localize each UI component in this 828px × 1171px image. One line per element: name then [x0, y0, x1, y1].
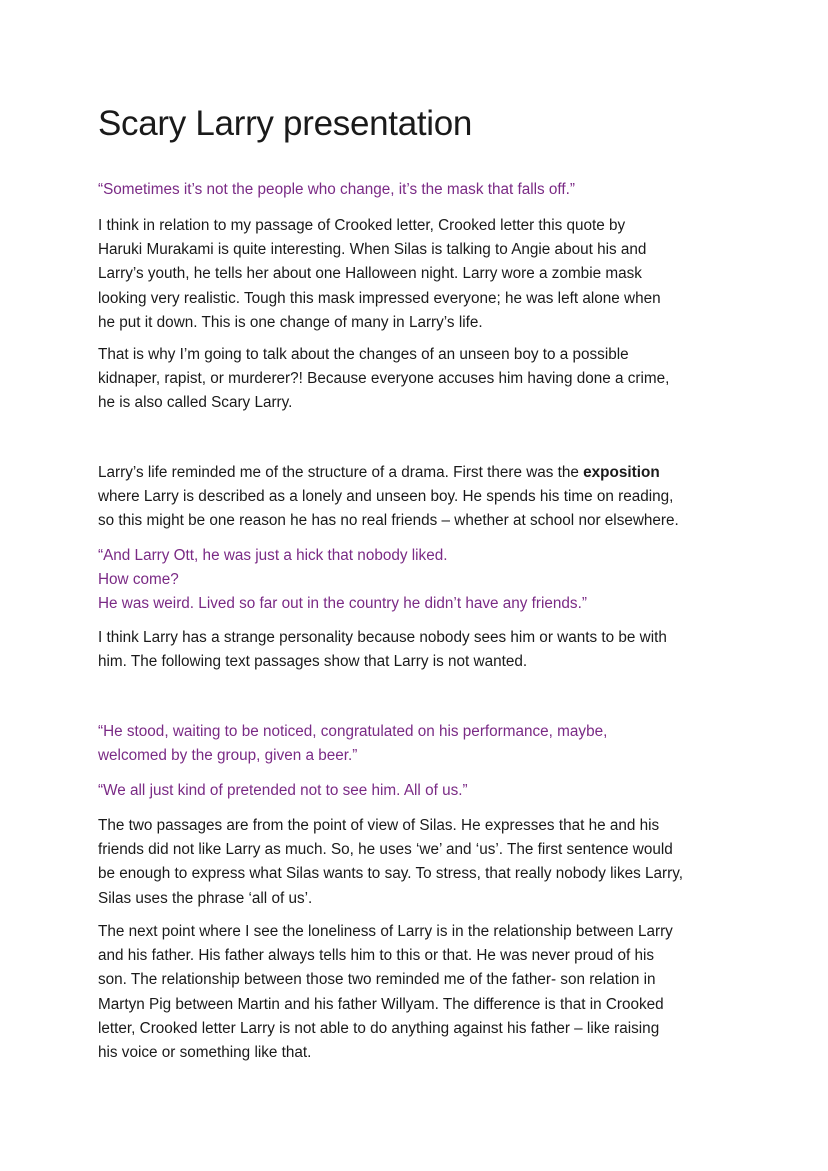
paragraph-topic: [98, 343, 738, 416]
text-line: The next point where I see the loneliness of Larry is in the relationship between Larry: [98, 923, 673, 940]
text-line: Haruki Murakami is quite interesting. When Silas is talking to Angie about his and: [98, 241, 647, 259]
text-line: friends did not like Larry as much. So, he uses ‘we’ and ‘us’. The first sentence would: [98, 841, 673, 859]
quote-hick: [98, 544, 738, 617]
paragraph-intro: [98, 214, 738, 335]
text-line: I think Larry has a strange personality because nobody sees him or wants to be with: [98, 629, 667, 646]
text-line: I think in relation to my passage of Crooked letter, Crooked letter this quote by: [98, 217, 626, 234]
quote-pretended: “We all just kind of pretended not to see him. All of us.”: [98, 782, 468, 799]
text-line: where Larry is described as a lonely and unseen boy. He spends his time on reading,: [98, 488, 674, 506]
text-line: son. The relationship between those two reminded me of the father- son relation in: [98, 971, 656, 989]
text-line: The two passages are from the point of view of Silas. He expresses that he and his: [98, 817, 660, 834]
text-line: he is also called Scary Larry.: [98, 394, 293, 412]
text-line: “He stood, waiting to be noticed, congratulated on his performance, maybe,: [98, 723, 608, 740]
text-line: “And Larry Ott, he was just a hick that nobody liked.: [98, 547, 448, 564]
page-title: Scary Larry presentation: [98, 104, 473, 143]
text-line: He was weird. Lived so far out in the country he didn’t have any friends.”: [98, 595, 587, 613]
text-line: so this might be one reason he has no real friends – whether at school nor elsewhere.: [98, 512, 679, 530]
text-line: he put it down. This is one change of many in Larry’s life.: [98, 313, 483, 331]
text-line: That is why I’m going to talk about the changes of an unseen boy to a possible: [98, 346, 629, 363]
text-line: How come?: [98, 571, 179, 589]
text-line: him. The following text passages show that Larry is not wanted.: [98, 653, 528, 671]
text-line: Larry’s youth, he tells her about one Halloween night. Larry wore a zombie mask: [98, 265, 642, 283]
paragraph-exposition: [98, 461, 738, 534]
text-line: kidnaper, rapist, or murderer?! Because everyone accuses him having done a crime,: [98, 370, 670, 388]
text-line: letter, Crooked letter Larry is not able to do anything against his father – like raising: [98, 1019, 660, 1037]
text-line: Silas uses the phrase ‘all of us’.: [98, 889, 313, 907]
text-line: [98, 461, 738, 485]
quote-waiting: [98, 720, 738, 768]
paragraph-personality: [98, 626, 738, 674]
text-line: looking very realistic. Tough this mask impressed everyone; he was left alone when: [98, 289, 661, 307]
text-line: Martyn Pig between Martin and his father Willyam. The difference is that in Crooked: [98, 995, 664, 1013]
text-line: his voice or something like that.: [98, 1044, 312, 1062]
quote-murakami: “Sometimes it’s not the people who change, it’s the mask that falls off.”: [98, 181, 576, 198]
paragraph-father: [98, 920, 738, 1065]
text-line: and his father. His father always tells him to this or that. He was never proud of his: [98, 947, 655, 965]
text-line: be enough to express what Silas wants to say. To stress, that really nobody likes Larry,: [98, 865, 683, 883]
bold-term: exposition: [583, 464, 660, 481]
text-line: welcomed by the group, given a beer.”: [98, 747, 358, 765]
text-run: Larry’s life reminded me of the structure of a drama. First there was the: [98, 464, 584, 481]
paragraph-silas: [98, 814, 738, 911]
